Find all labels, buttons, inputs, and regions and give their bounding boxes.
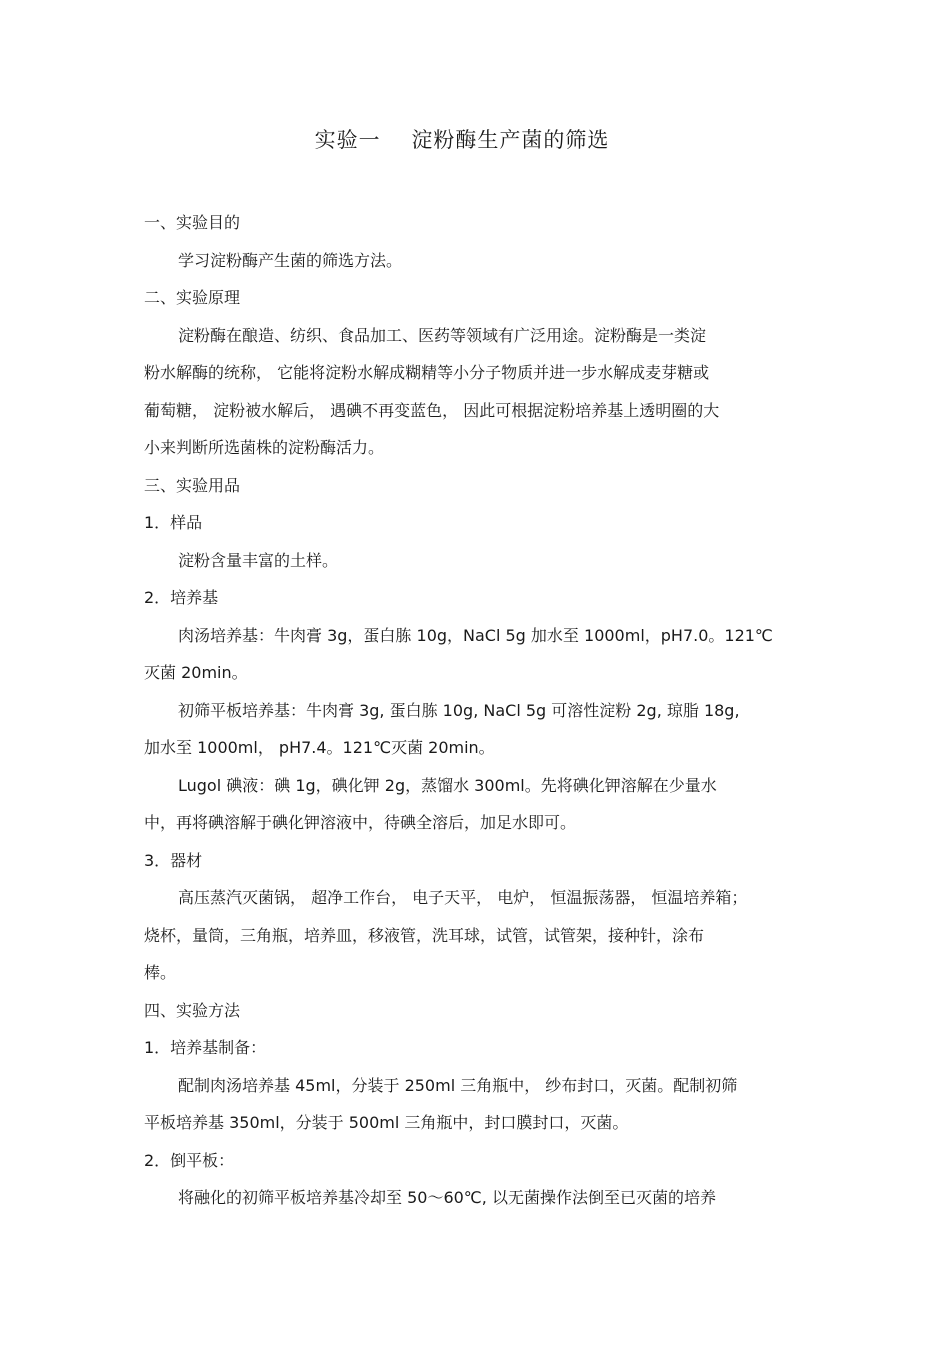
text-line: 配制肉汤培养基 45ml，分装于 250ml 三角瓶中， 纱布封口，灭菌。配制初筛: [178, 1075, 738, 1095]
text-line: 一、实验目的: [144, 213, 241, 232]
text-line: 2．培养基: [144, 588, 219, 607]
text-line: 肉汤培养基：牛肉膏 3g，蛋白胨 10g，NaCl 5g 加水至 1000ml，pH7.0。121℃: [178, 625, 773, 645]
text-line: 2．倒平板：: [144, 1150, 235, 1170]
text-line: 学习淀粉酶产生菌的筛选方法。: [178, 250, 403, 270]
text-line: 平板培养基 350ml，分装于 500ml 三角瓶中，封口膜封口，灭菌。: [144, 1113, 629, 1132]
text-line: 灭菌 20min。: [144, 663, 248, 682]
text-line: 将融化的初筛平板培养基冷却至 50～60℃, 以无菌操作法倒至已灭菌的培养: [178, 1188, 716, 1207]
text-line: 淀粉酶在酿造、纺织、食品加工、医药等领域有广泛用途。淀粉酶是一类淀: [178, 325, 707, 345]
text-line: 三、实验用品: [144, 475, 241, 495]
text-line: 初筛平板培养基：牛肉膏 3g, 蛋白胨 10g, NaCl 5g 可溶性淀粉 2g, 琼脂 18g,: [178, 700, 740, 720]
text-line: 1．样品: [144, 513, 203, 532]
text-line: 粉水解酶的统称， 它能将淀粉水解成糊精等小分子物质并进一步水解成麦芽糖或: [144, 363, 710, 382]
text-line: 1．培养基制备：: [144, 1038, 267, 1057]
text-line: 加水至 1000ml， pH7.4。121℃灭菌 20min。: [144, 738, 495, 757]
text-line: 淀粉含量丰富的土样。: [178, 550, 339, 570]
text-line: Lugol 碘液：碘 1g，碘化钾 2g，蒸馏水 300ml。先将碘化钾溶解在少量水: [178, 775, 717, 795]
text-line: 二、实验原理: [144, 288, 241, 307]
text-line: 四、实验方法: [144, 1000, 241, 1020]
text-line: 中，再将碘溶解于碘化钾溶液中，待碘全溶后，加足水即可。: [144, 813, 577, 832]
text-line: 高压蒸汽灭菌锅， 超净工作台， 电子天平， 电炉， 恒温振荡器， 恒温培养箱；: [178, 888, 748, 907]
text-line: 棒。: [144, 963, 177, 982]
text-line: 葡萄糖， 淀粉被水解后， 遇碘不再变蓝色， 因此可根据淀粉培养基上透明圈的大: [144, 400, 720, 420]
text-line: 烧杯，量筒，三角瓶，培养皿，移液管，洗耳球，试管，试管架，接种针，涂布: [144, 925, 705, 945]
text-line: 3．器材: [144, 850, 203, 870]
text-line: 小来判断所选菌株的淀粉酶活力。: [144, 438, 385, 457]
document-body: [144, 204, 814, 1217]
document-title: 实验一 淀粉酶生产菌的筛选: [314, 128, 610, 152]
